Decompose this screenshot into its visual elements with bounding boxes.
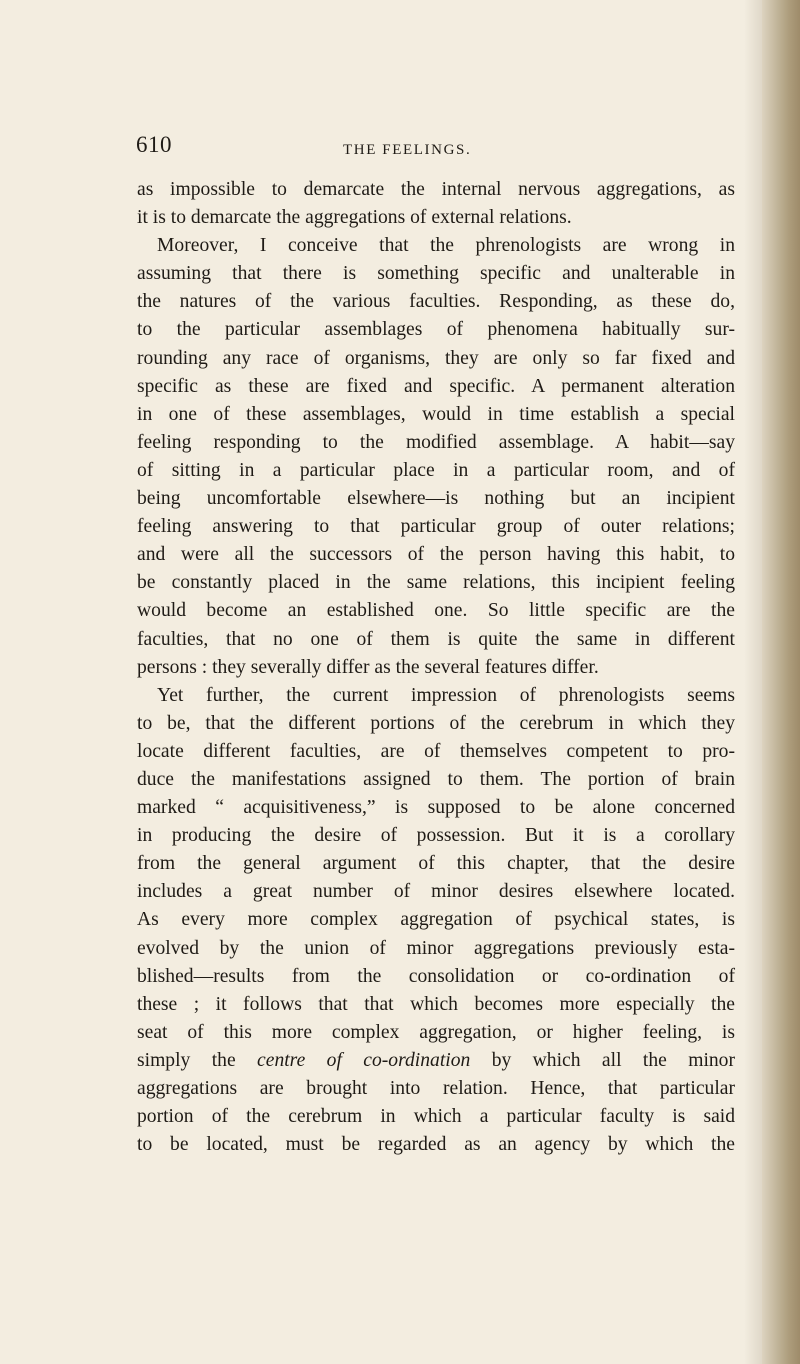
text-line: these ; it follows that that which becomes more especially the [137,993,735,1015]
text-segment: simply the [137,1049,258,1071]
text-line: being uncomfortable elsewhere—is nothing but an incipient [137,488,735,510]
text-line: in producing the desire of possession. But it is a corollary [137,825,735,847]
running-head [136,132,736,162]
text-line: includes a great number of minor desires elsewhere located. [137,881,735,903]
text-line: of sitting in a particular place in a particular room, and of [137,459,735,481]
italic-phrase: centre of co-ordination [257,1049,471,1071]
text-line: Moreover, I conceive that the phrenologists are wrong in [157,235,735,257]
text-line: rounding any race of organisms, they are only so far fixed and [137,347,735,369]
text-line: persons : they severally differ as the several features differ. [137,656,599,678]
body-text [137,176,735,1159]
text-line: assuming that there is something specific and unalterable in [137,263,735,285]
text-line: in one of these assemblages, would in time establish a special [137,403,735,425]
page-number: 610 [136,132,172,157]
text-line: would become an established one. So little specific are the [137,600,735,622]
text-line: specific as these are fixed and specific. A permanent alteration [137,375,735,397]
text-line: to be located, must be regarded as an agency by which the [137,1134,735,1156]
text-line: from the general argument of this chapter, that the desire [137,853,735,875]
text-line: duce the manifestations assigned to them. The portion of brain [137,768,735,790]
text-line: As every more complex aggregation of psychical states, is [137,909,735,931]
text-line: portion of the cerebrum in which a particular faculty is said [137,1106,735,1128]
text-line: be constantly placed in the same relations, this incipient feeling [137,572,735,594]
text-line: to be, that the different portions of the cerebrum in which they [137,712,735,734]
text-line [137,1047,735,1075]
text-line: faculties, that no one of them is quite the same in different [137,628,735,650]
text-line: to the particular assemblages of phenomena habitually sur- [137,319,735,341]
text-line: aggregations are brought into relation. Hence, that particular [137,1078,735,1099]
text-line: and were all the successors of the person having this habit, to [137,544,735,566]
page-edge-binding [762,0,800,1364]
binding-shadow [744,0,762,1364]
text-line: blished—results from the consolidation or co-ordination of [137,965,735,987]
running-title: THE FEELINGS. [343,142,472,158]
text-line: as impossible to demarcate the internal nervous aggregations, as [137,179,735,200]
text-line: evolved by the union of minor aggregations previously esta- [137,937,735,959]
text-line: locate different faculties, are of themselves competent to pro- [137,740,735,762]
text-line: feeling answering to that particular group of outer relations; [137,516,735,538]
text-line: it is to demarcate the aggregations of external relations. [137,207,572,229]
text-line: marked “ acquisitiveness,” is supposed to be alone concerned [137,797,735,819]
text-line: feeling responding to the modified assemblage. A habit—say [137,431,735,453]
text-segment: by which all the minor [470,1049,736,1071]
text-line: the natures of the various faculties. Responding, as these do, [137,291,735,313]
text-line: Yet further, the current impression of phrenologists seems [157,684,735,706]
text-line: seat of this more complex aggregation, or higher feeling, is [137,1021,735,1043]
